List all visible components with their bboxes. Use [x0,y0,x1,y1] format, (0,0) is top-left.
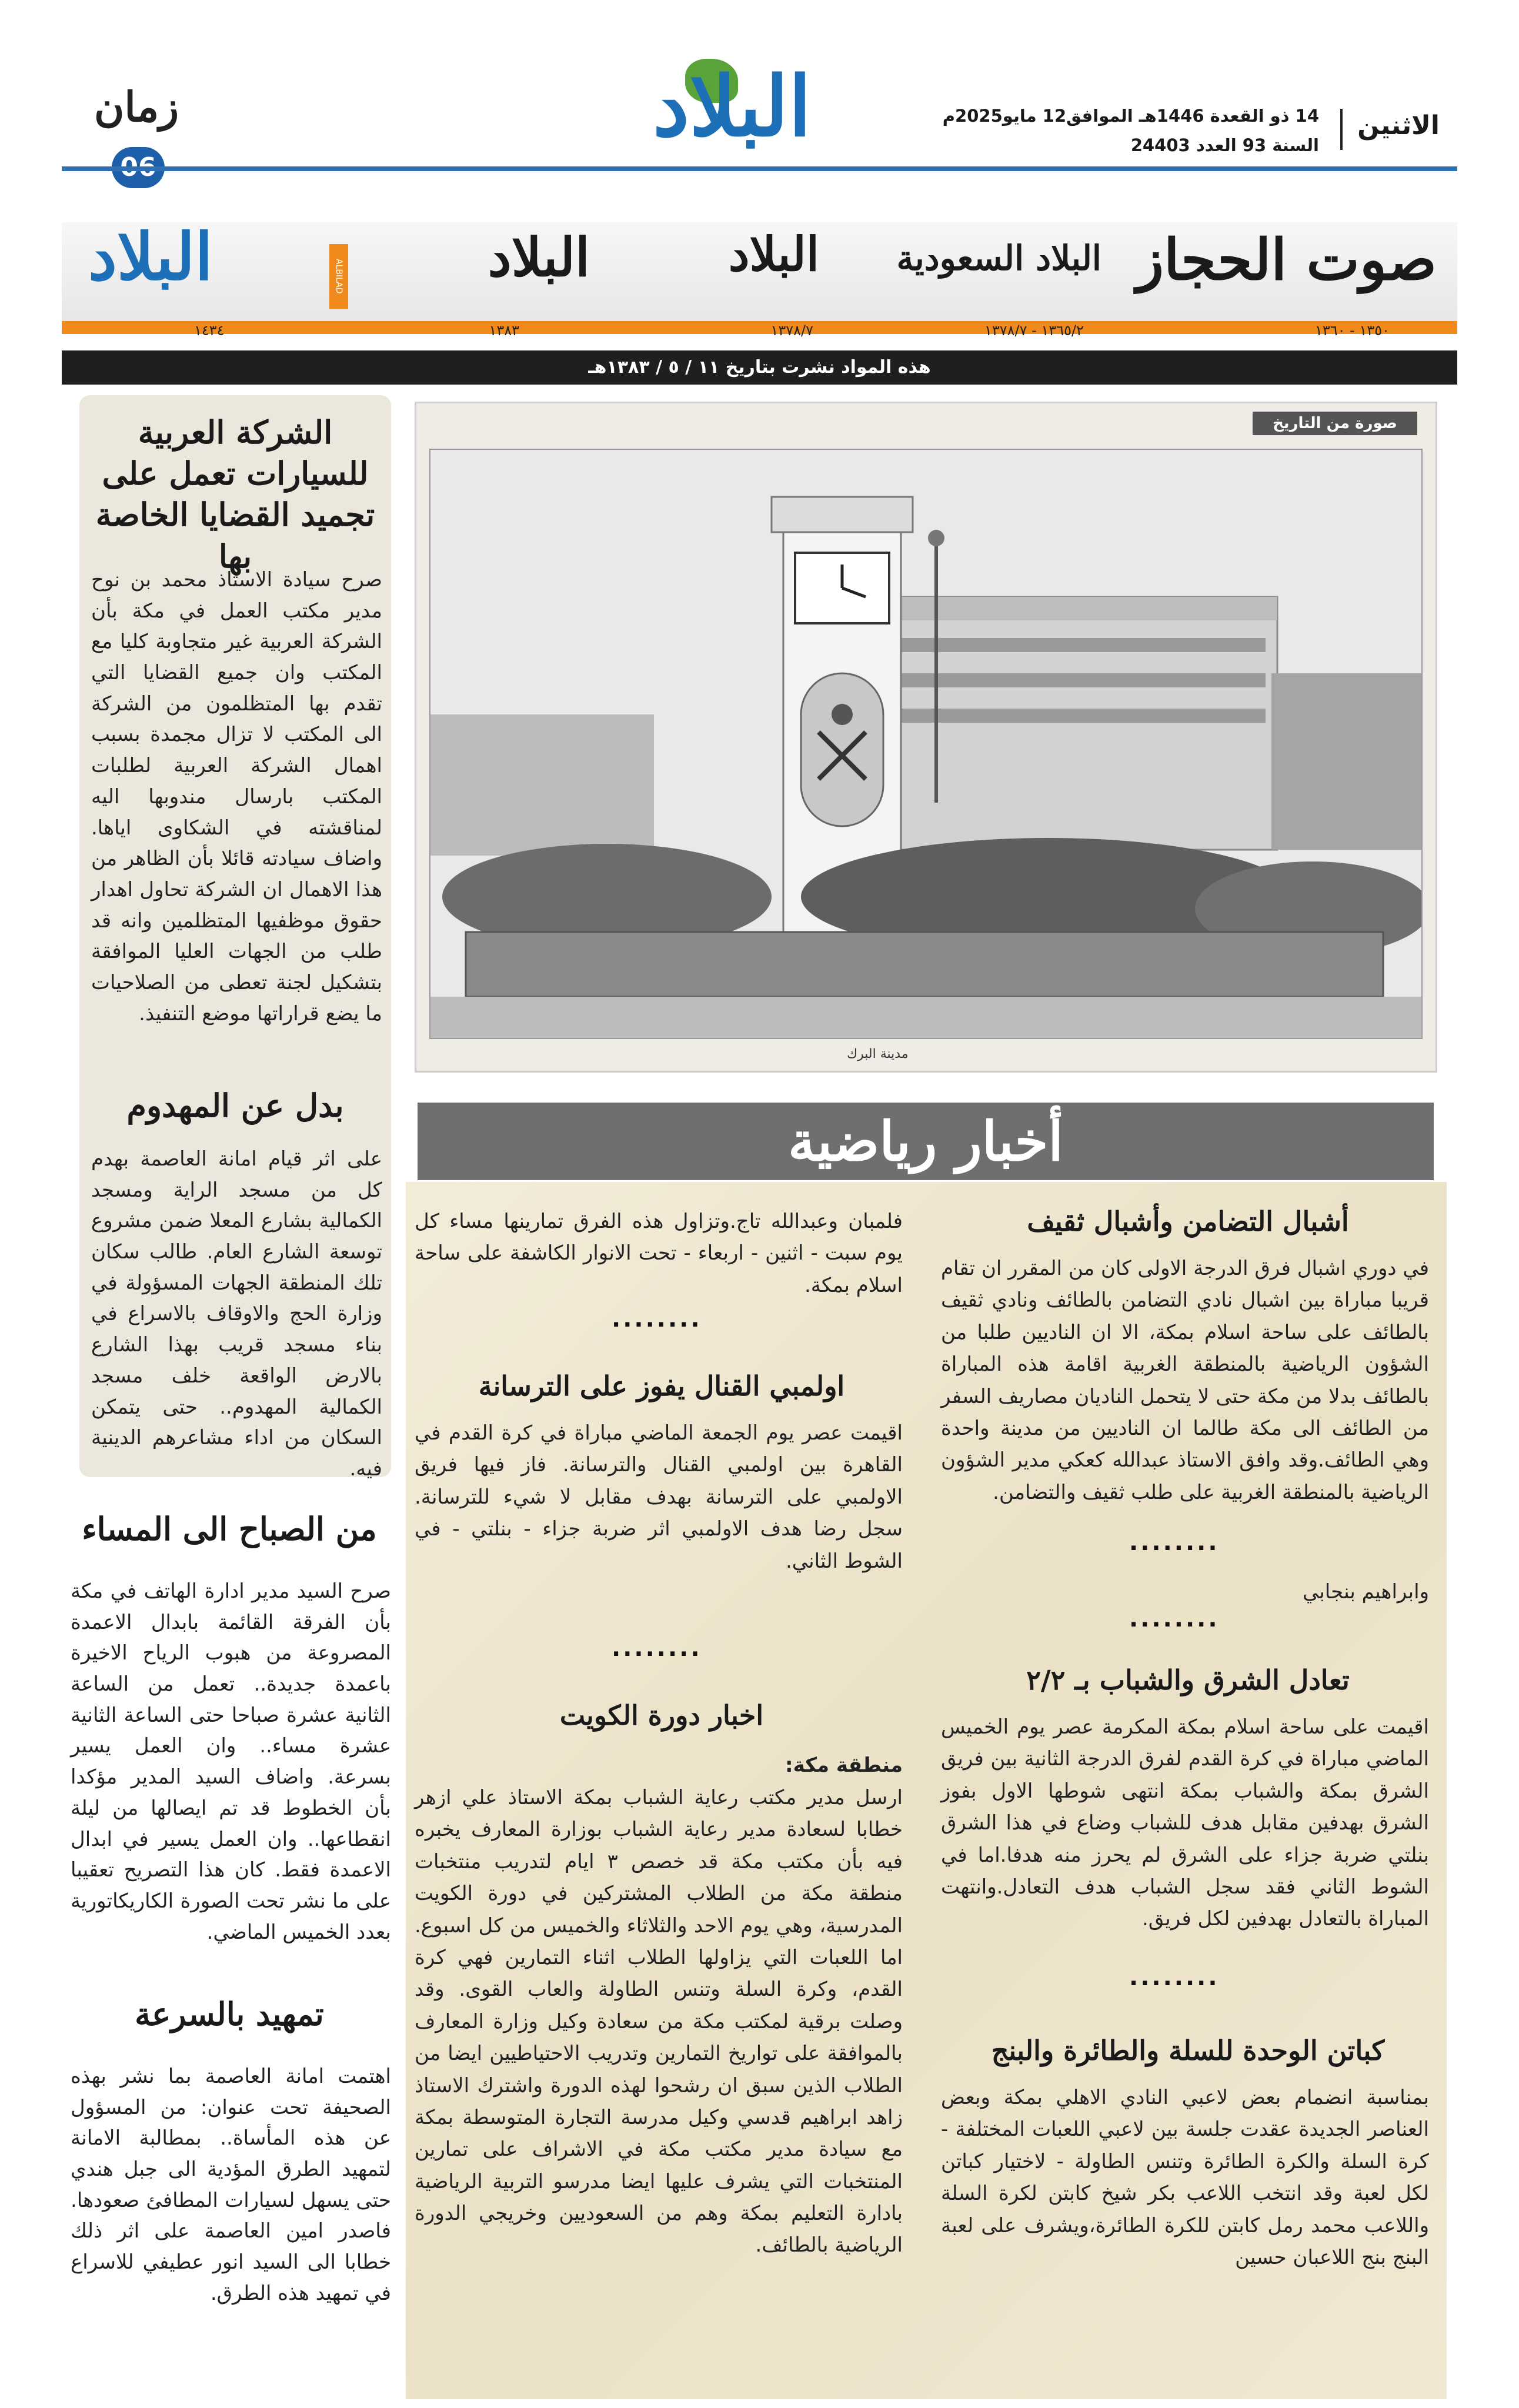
separator-dots: ........ [612,1305,702,1332]
logo-albilad-1383: البلاد [488,226,590,289]
sports-article-body: ارسل مدير مكتب رعاية الشباب بمكة الاستاذ علي ازهر خطابا لسعادة مدير رعاية الشباب بوزارة المعارف يخبره فيه بأن مكتب مكة قد خصص ٣ ايام لتدريب منتخبات منطقة مكة من الطلاب المشتركين في دورة الكويت المدرسية، وهي يوم الاحد والثلاثاء والخميس من كل اسبوع. اما اللعبات التي يزاولها الطلاب اثناء التمارين فهي كرة القدم، وكرة السلة وتنس الطاولة والعاب القوى. وقد وصلت برقية لمكتب مكة من سعادة وكيل وزارة المعارف بالموافقة على تواريخ التمارين وتدريب الاحتياطيين ايضا من الطلاب الذين سبق ان رشحوا لهذه الدورة واشترك الاستاذ زاهد ابراهيم قدسي وكيل مدرسة التجارة المتوسطة بمكة مع سيادة مدير مكتب مكة في الاشراف على تمارين المنتخبات التي يشرف عليها ايضا مدرسو التربية الرياضية بادارة التعليم بمكة وهم من السعوديين وخريجي الدورة الرياضية بالطائف. [415,1786,903,2257]
separator-dots: ........ [1129,1529,1220,1556]
separator-dots: ........ [1129,1605,1220,1632]
article-body: صرح السيد مدير ادارة الهاتف في مكة بأن الفرقة القائمة بابدال الاعمدة المصروعة من هبوب الرياح الاخيرة باعمدة جديدة.. تعمل من الساعة الثانية عشرة صباحا حتى الساعة الثانية عشرة مساء.. وان العمل يسير بسرعة. واضاف السيد المدير مؤكدا بأن الخطوط قد تم ايصالها من ليلة انقطاعها.. وان العمل يسير في ابدال الاعمدة فقط. كان هذا التصريح تعقيبا على ما نشر تحت الصورة الكاريكاتورية بعدد الخميس الماضي. [71,1579,391,1944]
logo-sawt-alhijaz: صوت الحجاز [1136,226,1437,293]
clock-tower-scene [430,450,1421,1038]
header-day: الاثنين [1357,111,1440,141]
header-rule [62,166,1457,171]
photo-caption: مدينة البرك [847,1047,909,1061]
sports-article-title: أشبال التضامن وأشبال ثقيف [1027,1205,1349,1237]
article-body: اهتمت امانة العاصمة بما نشر بهذه الصحيفة تحت عنوان: من المسؤول عن هذه المأساة.. بمطالبة الامانة لتمهيد الطرق المؤدية الى جبل هندي حتى يسهل لسيارات المطافئ صعودها. فاصدر امين العاصمة على اثر ذلك خطابا الى السيد انور عطيفي للاسراع في تمهيد هذه الطرق. [71,2065,391,2305]
separator-dots: ........ [1129,1964,1220,1991]
header-date: 14 ذو القعدة 1446هـ الموافق12 مايو2025م [942,106,1319,126]
masthead-logo[interactable]: البلاد [653,59,812,155]
article-title: بدل عن المهدوم [126,1087,344,1124]
article-body: على اثر قيام امانة العاصمة بهدم كل من مسجد الراية ومسجد الكمالية بشارع المعلا ضمن مشروع توسعة الشارع العام. طالب سكان تلك المنطقة الجهات المسؤولة في وزارة الحج والاوقاف بالاسراع في بناء مسجد قريب بهذا الشارع بالارض الواقعة خلف مسجد الكمالية المهدوم.. حتى يتمكن السكان من اداء مشاعرهم الدينية فيه. [91,1147,382,1481]
band-year: ١٣٨٣ [489,322,519,339]
sports-article-title: اولمبي القنال يفوز على الترسانة [478,1370,845,1402]
band-year: ١٣٧٨/٧ [770,322,813,339]
photo-tag: صورة من التاريخ [1253,412,1417,435]
article-title: من الصباح الى المساء [82,1510,377,1548]
sports-banner: أخبار رياضية [418,1103,1434,1180]
section-title: زمان [94,82,179,131]
historic-photo[interactable] [429,449,1423,1039]
sports-author: وابراهيم بنجابي [1303,1580,1429,1604]
band-year: ١٣٦٥/٢ - ١٣٧٨/٧ [984,322,1084,339]
band-year: ١٣٥٠ - ١٣٦٠ [1314,322,1390,339]
separator-dots: ........ [612,1635,702,1662]
article-body: صرح سيادة الاستاذ محمد بن نوح مدير مكتب العمل في مكة بأن الشركة العربية غير متجاوبة كليا مع المكتب وان جميع القضايا التي تقدم بها المتظلمون من الشركة الى المكتب لا تزال مجمدة بسبب اهمال الشركة العربية لطلبات المكتب بارسال مندوبها اليه لمناقشته في الشكاوى اياها. واضاف سيادته قائلا بأن الظاهر من هذا الاهمال ان الشركة تحاول اهدار حقوق موظفيها المتظلمين وانه قد طلب من الجهات العليا الموافقة بتشكيل لجنة تعطى من الصلاحيات ما يضع قراراتها موضع التنفيذ. [91,568,382,1026]
sports-article-subtitle: منطقة مكة: [784,1754,903,1777]
sports-article-body: اقيمت على ساحة اسلام بمكة المكرمة عصر يوم الخميس الماضي مباراة في كرة القدم لفرق الدرجة الثانية بين فريق الشرق بمكة والشباب بمكة انتهى شوطها الاول بفوز الشرق بهدفين مقابل هدف للشباب وضاع في هذا الشرق بنلتي ضربة جزاء على الشرق لم يحرز منه هدفا.اما في الشوط الثاني فقد سجل الشباب هدف التعادل.وانتهت المباراة بالتعادل بهدفين لكل فريق. [941,1715,1429,1931]
sports-article-body: فلمبان وعبدالله تاج.وتزاول هذه الفرق تمارينها مساء كل يوم سبت - اثنين - اربعاء - تحت الانوار الكاشفة على ساحة اسلام بمكة. [415,1210,903,1297]
logo-albilad-1434: البلاد [88,219,213,295]
band-vertical-label: ALBILAD [329,244,348,309]
logo-albilad-alsaudia: البلاد السعودية [896,238,1101,278]
band-orange-strip [62,321,1457,334]
sports-article-body: بمناسبة انضمام بعض لاعبي النادي الاهلي بمكة وبعض العناصر الجديدة عقدت جلسة بين لاعبي اللعبات المختلفة - كرة السلة والكرة الطائرة وتنس الطاولة - لاختيار كباتن لكل لعبة وقد انتخب اللاعب بكر شيخ كابتن لكرة السلة واللاعب محمد رمل كابتن للكرة الطائرة،ويشرف على لعبة البنج بنج اللاعبان حسين [941,2086,1429,2269]
sports-article-body: اقيمت عصر يوم الجمعة الماضي مباراة في كرة القدم في القاهرة بين اولمبي القنال والترسانة. فاز فيها فريق الاولمبي على الترسانة بهدف مقابل لا شيء للترسانة. سجل رضا هدف الاولمبي اثر ضربة جزاء - بنلتي - في الشوط الثاني. [415,1421,903,1573]
header-issue: السنة 93 العدد 24403 [1130,135,1319,155]
publish-date-note: هذه المواد نشرت بتاريخ ١١ / ٥ / ١٣٨٣هـ [62,350,1457,385]
article-title: الشركة العربية للسيارات تعمل على تجميد القضايا الخاصة بها [95,413,375,575]
sports-article-title: تعادل الشرق والشباب بـ ٢/٢ [1026,1664,1350,1696]
sports-article-title: كباتن الوحدة للسلة والطائرة والبنج [991,2035,1385,2066]
sports-article-title: اخبار دورة الكويت [559,1699,764,1731]
header-divider [1340,109,1343,150]
article-title: تمهيد بالسرعة [135,1995,324,2033]
sports-article-body: في دوري اشبال فرق الدرجة الاولى كان من المقرر ان تقام قريبا مباراة بين اشبال نادي التضامن بالطائف ونادي ثقيف بالطائف على ساحة اسلام بمكة، الا ان الناديين طلبا من الشؤون الرياضية بالمنطقة الغربية اقامة هذه المباراة بالطائف بدلا من مكة حتى لا يتحمل الناديان مصاريف السفر من الطائف الى مكة طالما ان الناديين من مدينة واحدة وهي الطائف.وقد وافق الاستاذ عبدالله كعكي مدير الشؤون الرياضية بالمنطقة الغربية على طلب ثقيف والتضامن. [941,1257,1429,1504]
logo-albilad-1378: البلاد [728,226,819,282]
band-year: ١٤٣٤ [194,322,225,339]
